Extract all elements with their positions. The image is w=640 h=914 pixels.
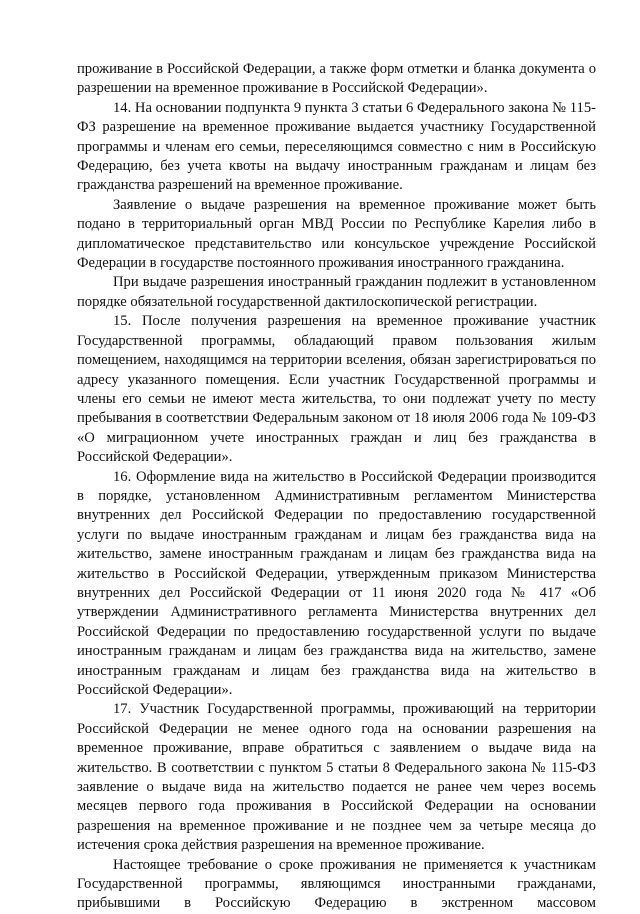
paragraph-application-submission: Заявление о выдаче разрешения на временное проживание может быть подано в территориальный орган МВД России по Республике Карелия либо в дипломатическое представительство или консульское учреждение Российской Федерации в государстве постоянного проживания иностранного гражданина.: [77, 196, 596, 272]
paragraph-16: 16. Оформление вида на жительство в Российской Федерации производится в порядке, установленном Административным регламентом Министерства внутренних дел Российской Федерации по предоставлению государственной услуги по выдаче иностранным гражданам и лицам без гражданства вида на жительство, замене иностранным гражданам и лицам без гражданства вида на жительство в Российской Федерации, утвержденным приказом Министерства внутренних дел Российской Федерации от 11 июня 2020 года № 417 «Об утверждении Административного регламента Министерства внутренних дел Российской Федерации по предоставлению государственной услуги по выдаче иностранным гражданам и лицам без гражданства вида на жительство, замене иностранным гражданам и лицам без гражданства вида на жительство в Российской Федерации».: [77, 468, 596, 698]
paragraph-residence-requirement: Настоящее требование о сроке проживания не применяется к участникам Государственной программы, являющимся иностранными гражданами, прибывшими в Российскую Федерацию в экстренном массовом: [77, 856, 596, 912]
paragraph-continuation: проживание в Российской Федерации, а также форм отметки и бланка документа о разрешении на временное проживание в Российской Федерации».: [77, 61, 596, 97]
paragraph-15: 15. После получения разрешения на временное проживание участник Государственной программы, обладающий правом пользования жилым помещением, находящимся на территории вселения, обязан зарегистрироваться по адресу указанного помещения. Если участник Государственной программы и члены его семьи не имеют места жительства, то они подлежат учету по месту пребывания в соответствии Федеральным законом от 18 июля 2006 года № 109-ФЗ «О миграционном учете иностранных граждан и лиц без гражданства в Российской Федерации».: [77, 313, 596, 466]
paragraph-17: 17. Участник Государственной программы, проживающий на территории Российской Федерации не менее одного года на основании разрешения на временное проживание, вправе обратиться с заявлением о выдаче вида на жительство. В соответствии с пунктом 5 статьи 8 Федерального закона № 115-ФЗ заявление о выдаче вида на жительство подается не ранее чем через восемь месяцев первого года проживания в Российской Федерации на основании разрешения на временное проживание и не позднее чем за четыре месяца до истечения срока действия разрешения на временное проживание.: [77, 701, 596, 854]
paragraph-fingerprint-registration: При выдаче разрешения иностранный гражданин подлежит в установленном порядке обязательной государственной дактилоскопической регистрации.: [77, 274, 596, 310]
paragraph-14: 14. На основании подпункта 9 пункта 3 статьи 6 Федерального закона № 115-ФЗ разрешение на временное проживание выдается участнику Государственной программы и членам его семьи, переселяющимся совместно с ним в Российскую Федерацию, без учета квоты на выдачу иностранным гражданам и лицам без гражданства разрешений на временное проживание.: [77, 99, 596, 194]
document-page: [77, 60, 596, 914]
